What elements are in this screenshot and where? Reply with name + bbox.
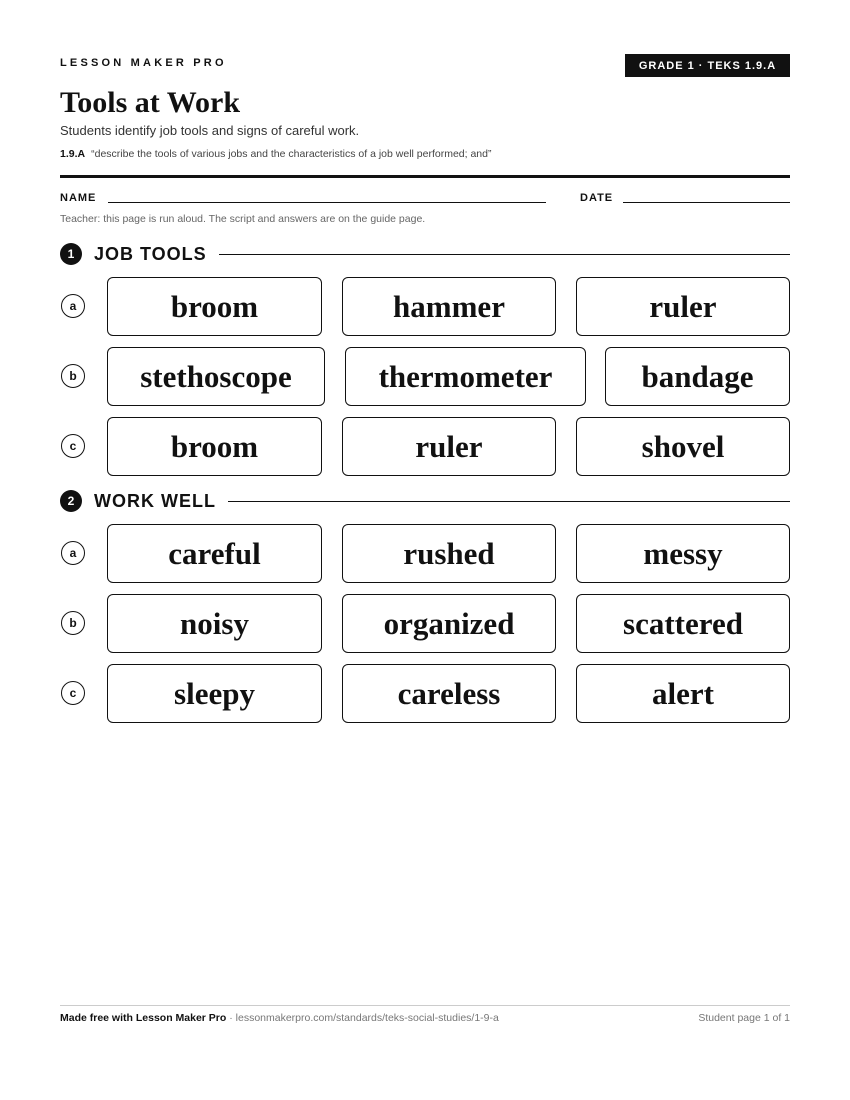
word-card[interactable]: careful	[107, 524, 322, 583]
section-job-tools-header	[60, 242, 790, 266]
footer-credit	[60, 1012, 499, 1024]
date-field[interactable]	[623, 202, 790, 203]
section-divider	[219, 254, 790, 255]
word-card[interactable]: ruler	[576, 277, 790, 336]
row-label-b: b	[61, 364, 85, 388]
word-card[interactable]: scattered	[576, 594, 790, 653]
footer-made-by: Made free with Lesson Maker Pro	[60, 1012, 227, 1024]
date-label: DATE	[580, 192, 614, 204]
section-number-badge: 2	[60, 490, 82, 512]
word-card[interactable]: bandage	[605, 347, 790, 406]
section-title: JOB TOOLS	[94, 243, 207, 264]
word-card[interactable]: shovel	[576, 417, 790, 476]
word-card[interactable]: thermometer	[345, 347, 586, 406]
word-card[interactable]: noisy	[107, 594, 322, 653]
section-divider	[228, 501, 790, 502]
name-field[interactable]	[108, 202, 546, 203]
word-card[interactable]: broom	[107, 417, 322, 476]
name-label: NAME	[60, 192, 97, 204]
brand-name: LESSON MAKER PRO	[60, 57, 227, 69]
grade-badge: GRADE 1 · TEKS 1.9.A	[625, 54, 790, 77]
standard-text: “describe the tools of various jobs and the characteristics of a job well performed; and”	[91, 148, 492, 160]
word-card[interactable]: stethoscope	[107, 347, 325, 406]
page-title: Tools at Work	[60, 86, 241, 119]
word-card[interactable]: ruler	[342, 417, 556, 476]
word-card[interactable]: hammer	[342, 277, 556, 336]
header-divider	[60, 175, 790, 178]
row-label-c: c	[61, 681, 85, 705]
word-card[interactable]: alert	[576, 664, 790, 723]
footer-url[interactable]: · lessonmakerpro.com/standards/teks-social-studies/1-9-a	[226, 1012, 499, 1024]
page-subtitle: Students identify job tools and signs of careful work.	[60, 123, 360, 138]
footer-divider	[60, 1005, 790, 1006]
teacher-note: Teacher: this page is run aloud. The script and answers are on the guide page.	[60, 213, 426, 225]
word-card[interactable]: sleepy	[107, 664, 322, 723]
footer-page-number: Student page 1 of 1	[698, 1012, 790, 1024]
word-card[interactable]: organized	[342, 594, 556, 653]
row-label-c: c	[61, 434, 85, 458]
row-label-a: a	[61, 541, 85, 565]
section-work-well-header	[60, 489, 790, 513]
row-label-a: a	[61, 294, 85, 318]
section-number-badge: 1	[60, 243, 82, 265]
standard-description	[60, 148, 491, 160]
row-label-b: b	[61, 611, 85, 635]
word-card[interactable]: careless	[342, 664, 556, 723]
word-card[interactable]: broom	[107, 277, 322, 336]
standard-code: 1.9.A	[60, 148, 86, 160]
word-card[interactable]: rushed	[342, 524, 556, 583]
section-title: WORK WELL	[94, 490, 216, 511]
word-card[interactable]: messy	[576, 524, 790, 583]
